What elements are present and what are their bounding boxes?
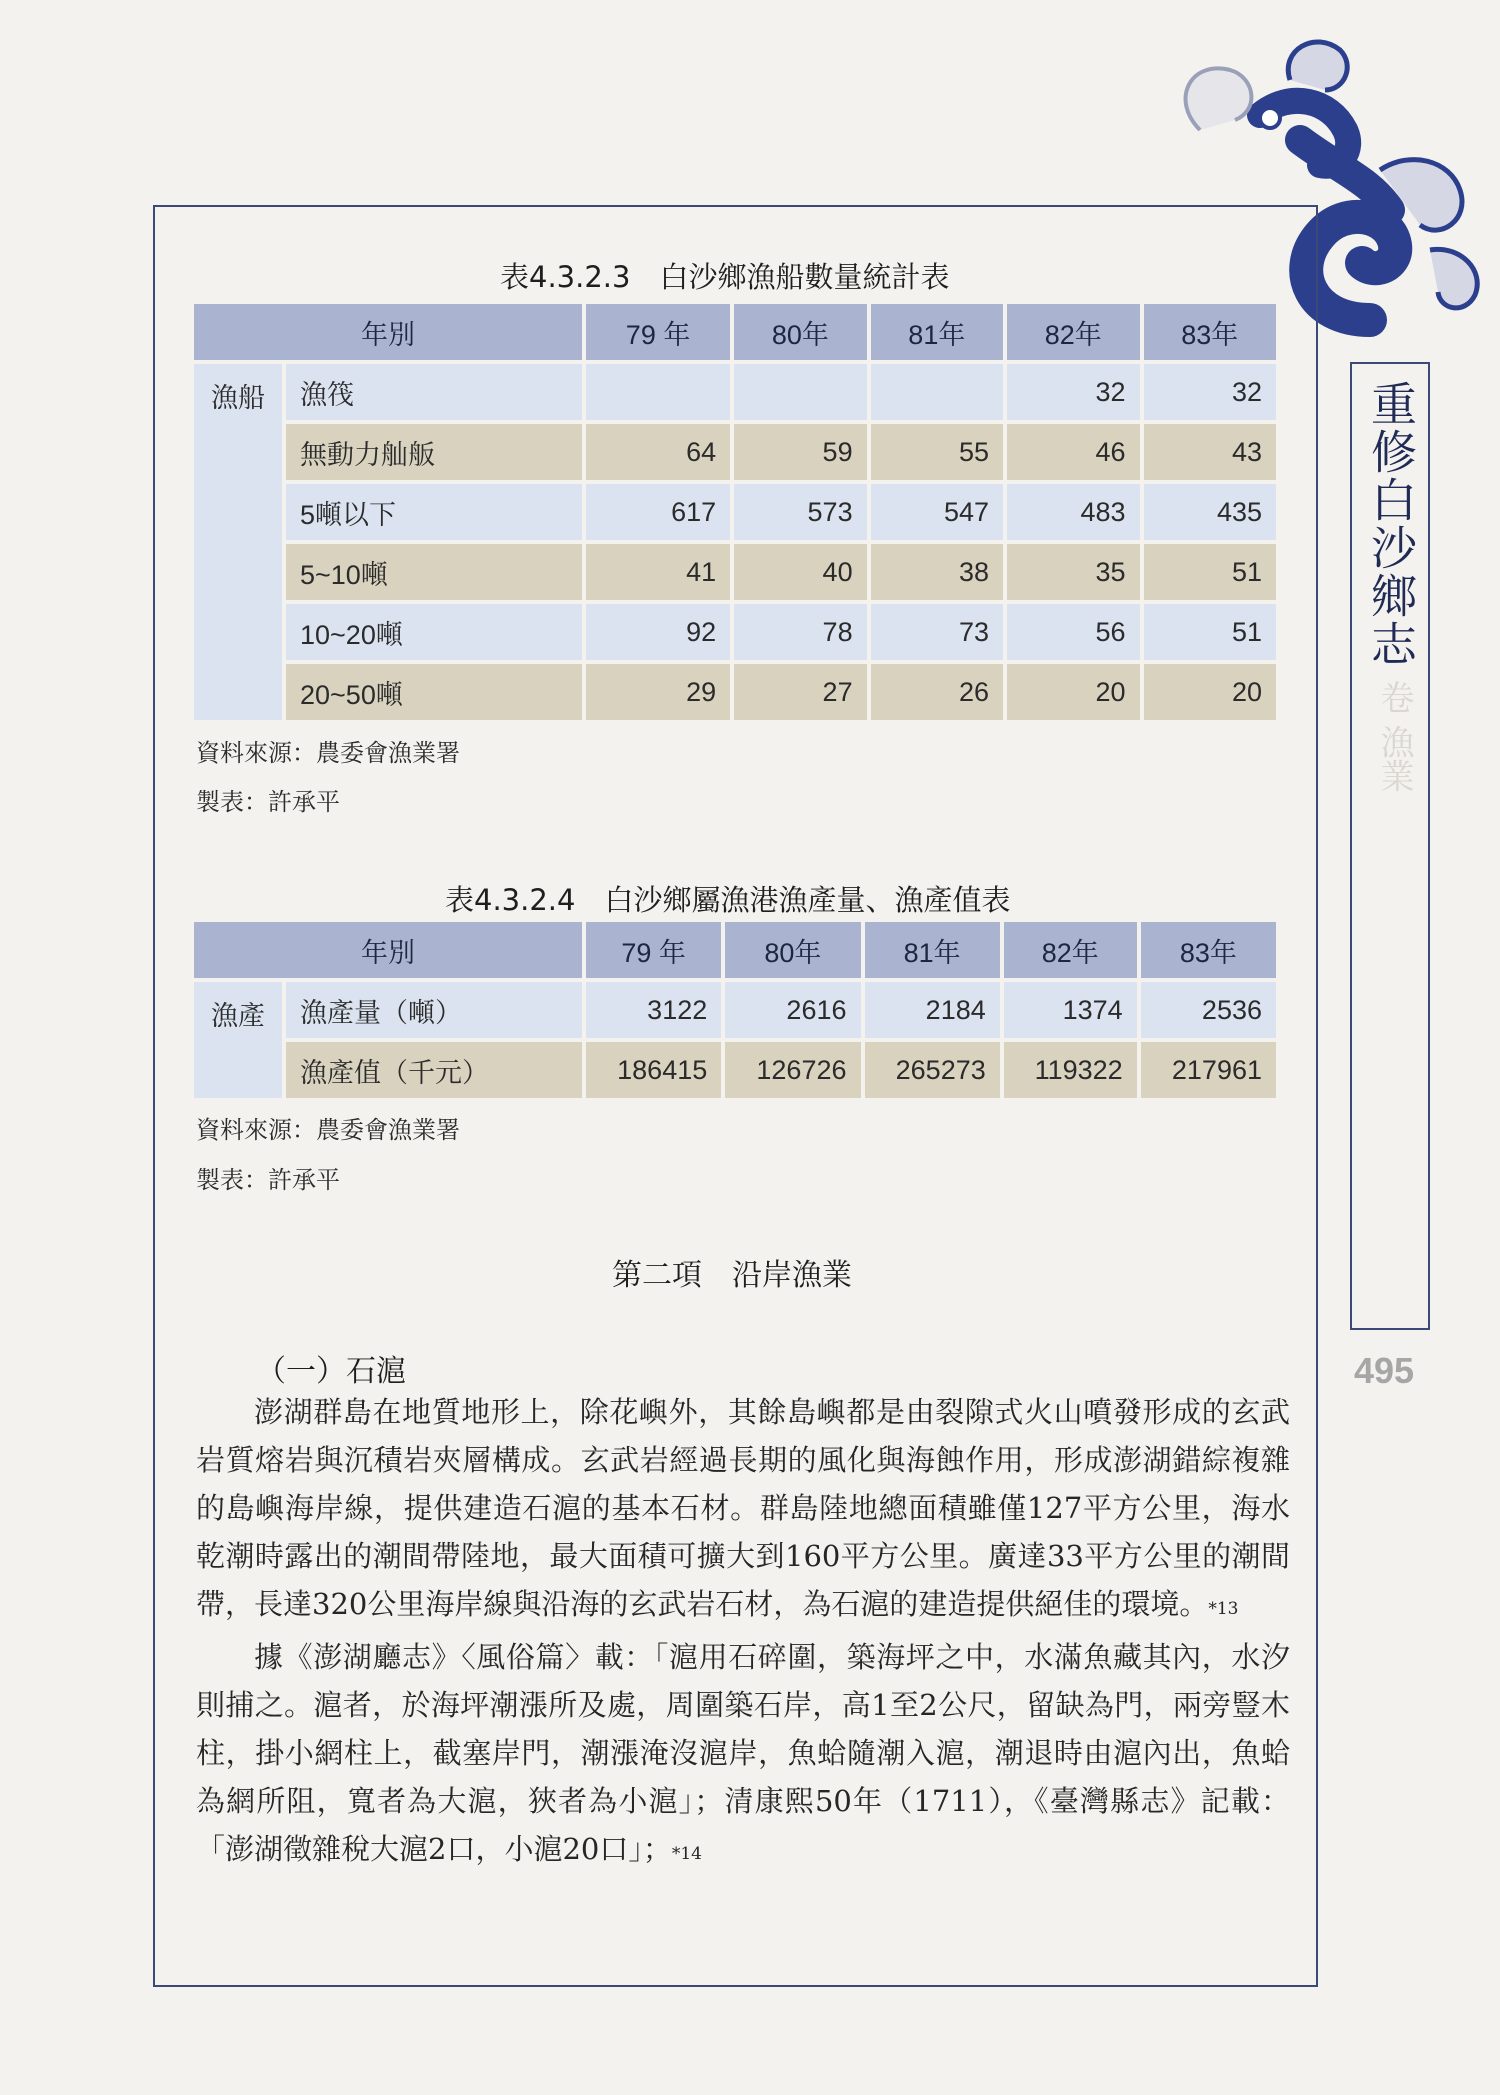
table1-caption: 表4.3.2.3 白沙鄉漁船數量統計表 (500, 260, 950, 294)
header-year: 年別 (194, 304, 582, 360)
paragraph-text: 澎湖群島在地質地形上，除花嶼外，其餘島嶼都是由裂隙式火山噴發形成的玄武岩質熔岩與沉積岩夾層構成。玄武岩經過長期的風化與海蝕作用，形成澎湖錯綜複雜的島嶼海岸線，提供建造石滬的基本石材。群島陸地總面積雖僅127平方公里，海水乾潮時露出的潮間帶陸地，最大面積可擴大到160平方公里。廣達33平方公里的潮間帶，長達320公里海岸線與沿海的玄武岩石材，為石滬的建造提供絕佳的環境。 (196, 1395, 1290, 1621)
cell: 1374 (1004, 982, 1137, 1038)
cell: 2184 (865, 982, 1000, 1038)
fishing-boat-table (190, 300, 1280, 724)
cell: 119322 (1004, 1042, 1137, 1098)
cell: 51 (1144, 544, 1277, 600)
cell: 217961 (1141, 1042, 1276, 1098)
table1-maker: 製表：許承平 (196, 788, 340, 816)
cell: 43 (1144, 424, 1277, 480)
cell: 78 (734, 604, 866, 660)
page-number: 495 (1354, 1350, 1415, 1391)
row-label: 漁產量（噸） (286, 982, 582, 1038)
table2-maker: 製表：許承平 (196, 1166, 340, 1194)
table-row (194, 424, 1276, 480)
table-header-row (194, 304, 1276, 360)
cell: 38 (871, 544, 1003, 600)
header-79: 79 年 (586, 922, 721, 978)
cell: 547 (871, 484, 1003, 540)
row-label: 5噸以下 (286, 484, 582, 540)
cell: 265273 (865, 1042, 1000, 1098)
book-title: 重修白沙鄉志 (1364, 380, 1418, 668)
cell: 617 (586, 484, 730, 540)
table-row (194, 544, 1276, 600)
header-83: 83年 (1144, 304, 1277, 360)
cell (871, 364, 1003, 420)
subsection-heading: （一）石滬 (256, 1354, 406, 1389)
paragraph (196, 1388, 1290, 1633)
table-row (194, 664, 1276, 720)
paragraph (196, 1633, 1290, 1878)
group-label: 漁船 (194, 364, 282, 720)
cell: 92 (586, 604, 730, 660)
cell: 40 (734, 544, 866, 600)
table2-source: 資料來源：農委會漁業署 (196, 1116, 460, 1144)
table-row (194, 1042, 1276, 1098)
header-82: 82年 (1004, 922, 1137, 978)
cell: 59 (734, 424, 866, 480)
paragraph-text: 據《澎湖廳志》〈風俗篇〉載：「滬用石碎圍，築海坪之中，水滿魚藏其內，水汐則捕之。滬者，於海坪潮漲所及處，周圍築石岸，高1至2公尺，留缺為門，兩旁豎木柱，掛小網柱上，截塞岸門，潮漲淹沒滬岸，魚蛤隨潮入滬，潮退時由滬內出，魚蛤為網所阻，寬者為大滬，狹者為小滬」；清康熙50年（1711），《臺灣縣志》記載：「澎湖徵雜稅大滬2口，小滬20口」； (196, 1640, 1290, 1866)
fish-production-table (190, 918, 1280, 1102)
header-80: 80年 (725, 922, 860, 978)
cell (586, 364, 730, 420)
cell: 73 (871, 604, 1003, 660)
cell: 64 (586, 424, 730, 480)
section-title: 第二項 沿岸漁業 (612, 1258, 852, 1293)
cell: 32 (1144, 364, 1277, 420)
header-80: 80年 (734, 304, 866, 360)
group-label: 漁產 (194, 982, 282, 1098)
row-label: 無動力舢舨 (286, 424, 582, 480)
header-year: 年別 (194, 922, 582, 978)
cell: 20 (1007, 664, 1139, 720)
cell: 2616 (725, 982, 860, 1038)
header-82: 82年 (1007, 304, 1139, 360)
table-row (194, 364, 1276, 420)
row-label: 10~20噸 (286, 604, 582, 660)
table2-caption: 表4.3.2.4 白沙鄉屬漁港漁產量、漁產值表 (445, 883, 1011, 917)
cell: 27 (734, 664, 866, 720)
cell: 20 (1144, 664, 1277, 720)
cell: 26 (871, 664, 1003, 720)
header-81: 81年 (871, 304, 1003, 360)
header-79: 79 年 (586, 304, 730, 360)
cell: 51 (1144, 604, 1277, 660)
chapter-watermark: 卷 漁業 (1374, 680, 1414, 793)
row-label: 漁產值（千元） (286, 1042, 582, 1098)
table-row (194, 982, 1276, 1038)
cell: 3122 (586, 982, 721, 1038)
row-label: 5~10噸 (286, 544, 582, 600)
cell: 573 (734, 484, 866, 540)
cell: 29 (586, 664, 730, 720)
cell: 32 (1007, 364, 1139, 420)
header-83: 83年 (1141, 922, 1276, 978)
row-label: 漁筏 (286, 364, 582, 420)
cell: 41 (586, 544, 730, 600)
footnote-ref: *13 (1208, 1599, 1239, 1619)
body-text (196, 1388, 1290, 1878)
cell: 435 (1144, 484, 1277, 540)
table1-source: 資料來源：農委會漁業署 (196, 739, 460, 767)
row-label: 20~50噸 (286, 664, 582, 720)
cell: 55 (871, 424, 1003, 480)
cell: 56 (1007, 604, 1139, 660)
footnote-ref: *14 (671, 1844, 702, 1864)
cell: 186415 (586, 1042, 721, 1098)
cell: 35 (1007, 544, 1139, 600)
header-81: 81年 (865, 922, 1000, 978)
table-row (194, 604, 1276, 660)
table-row (194, 484, 1276, 540)
cell: 46 (1007, 424, 1139, 480)
table-header-row (194, 922, 1276, 978)
cell (734, 364, 866, 420)
cell: 2536 (1141, 982, 1276, 1038)
cell: 483 (1007, 484, 1139, 540)
cell: 126726 (725, 1042, 860, 1098)
